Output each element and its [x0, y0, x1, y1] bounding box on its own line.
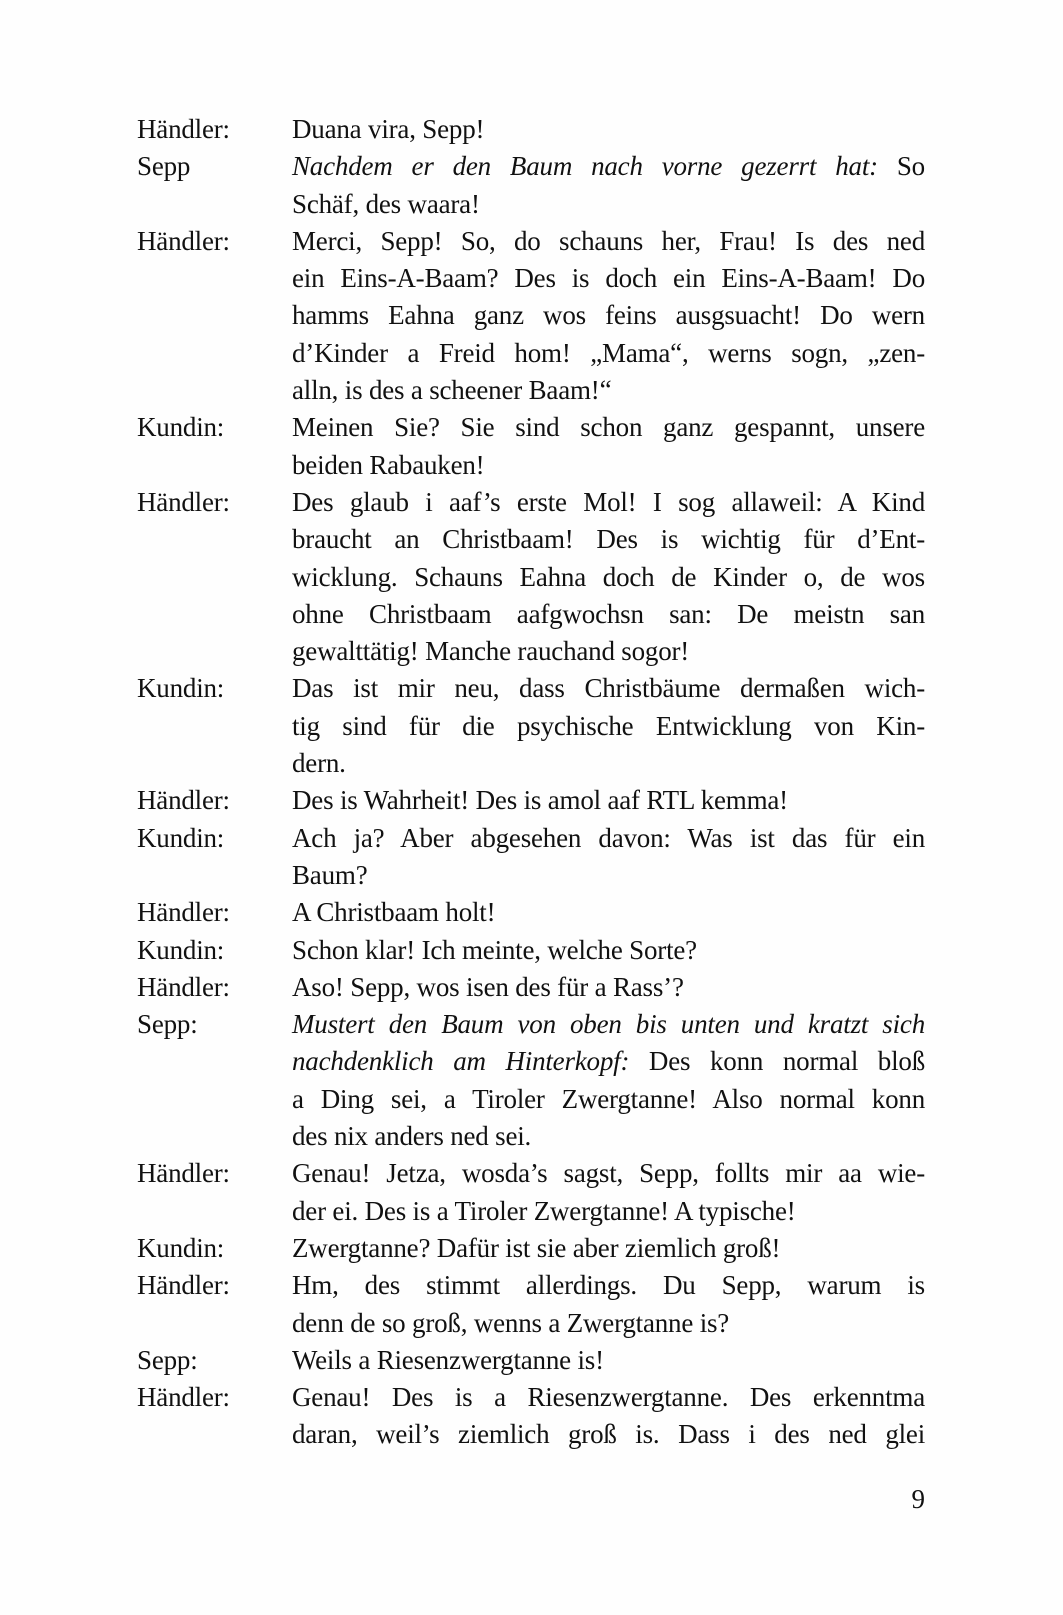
dialogue-text: dern. [292, 748, 346, 779]
speaker-label: Händler: [137, 114, 230, 144]
speaker-label: Kundin: [137, 673, 225, 704]
speaker-label: Sepp [137, 151, 191, 182]
speaker-label: Sepp: [137, 1009, 198, 1040]
dialogue-line [137, 186, 925, 223]
dialogue-line [137, 1081, 925, 1118]
dialogue-line [137, 335, 925, 372]
dialogue-line [137, 633, 925, 670]
dialogue-line [137, 297, 925, 334]
dialogue-line [137, 409, 925, 446]
page-number: 9 [911, 1484, 925, 1514]
speaker-label [137, 335, 292, 372]
dialogue-line [137, 1118, 925, 1155]
dialogue-line [137, 857, 925, 894]
stage-direction: Nachdem er den Baum nach vorne gezerrt hat: [292, 151, 878, 182]
speaker-label [137, 633, 292, 670]
dialogue-text: des nix anders ned sei. [292, 1121, 532, 1152]
speaker-label [137, 1081, 292, 1118]
speaker-label [137, 857, 292, 894]
dialogue-text: der ei. Des is a Tiroler Zwergtanne! A typische! [292, 1195, 796, 1226]
dialogue-text: Des is Wahrheit! Des is amol aaf RTL kemma! [292, 785, 788, 816]
dialogue-line [137, 596, 925, 633]
dialogue-text: A Christbaam holt! [292, 897, 496, 928]
dialogue-line [137, 1305, 925, 1342]
dialogue-text: Duana vira, Sepp! [292, 114, 485, 144]
speaker-label [137, 1193, 292, 1230]
speaker-label [137, 521, 292, 558]
dialogue-text: tig sind für die psychische Entwicklung von Kin- [292, 710, 925, 741]
dialogue-text: daran, weil’s ziemlich groß is. Dass i des ned glei [292, 1419, 925, 1450]
dialogue-text: Nachdem er den Baum nach vorne gezerrt hat: So [292, 151, 925, 182]
dialogue-line [137, 782, 925, 819]
speaker-label [137, 297, 292, 334]
dialogue-text: Baum? [292, 859, 368, 890]
speaker-label [137, 1118, 292, 1155]
speaker-label [137, 708, 292, 745]
dialogue-text: hamms Eahna ganz wos feins ausgsuacht! Do wern [292, 300, 925, 331]
dialogue-line [137, 447, 925, 484]
speaker-label [137, 1416, 292, 1453]
speaker-label [137, 260, 292, 297]
dialogue-line [137, 1267, 925, 1304]
dialogue-text: Schäf, des waara! [292, 188, 480, 219]
speaker-label: Kundin: [137, 412, 225, 443]
dialogue-line [137, 1006, 925, 1043]
dialogue-line [137, 521, 925, 558]
dialogue-text: d’Kinder a Freid hom! „Mama“, werns sogn, „zen- [292, 337, 925, 368]
speaker-label: Händler: [137, 785, 230, 816]
dialogue-line [137, 1193, 925, 1230]
dialogue-text: gewalttätig! Manche rauchand sogor! [292, 636, 690, 667]
dialogue-line [137, 1155, 925, 1192]
speaker-label: Händler: [137, 1270, 230, 1301]
dialogue-line [137, 148, 925, 185]
dialogue-line [137, 1416, 925, 1453]
speaker-label: Sepp: [137, 1344, 198, 1375]
dialogue-text: ein Eins-A-Baam? Des is doch ein Eins-A-Baam! Do [292, 263, 925, 294]
speaker-label: Kundin: [137, 934, 225, 965]
dialogue-text: Weils a Riesenzwergtanne is! [292, 1344, 604, 1375]
dialogue-line [137, 745, 925, 782]
dialogue-line [137, 372, 925, 409]
speaker-label [137, 186, 292, 223]
dialogue-text: alln, is des a scheener Baam!“ [292, 375, 612, 406]
dialogue-line [137, 1342, 925, 1379]
dialogue-text: wicklung. Schauns Eahna doch de Kinder o, de wos [292, 561, 925, 592]
stage-direction: Mustert den Baum von oben bis unten und kratzt sich [292, 1009, 925, 1040]
speaker-label [137, 372, 292, 409]
dialogue-line [137, 932, 925, 969]
dialogue-line [137, 708, 925, 745]
speaker-label [137, 1305, 292, 1342]
dialogue-line [137, 820, 925, 857]
speaker-label: Kundin: [137, 1232, 225, 1263]
dialogue-line [137, 1043, 925, 1080]
dialogue-text: beiden Rabauken! [292, 449, 485, 480]
speaker-label [137, 1043, 292, 1080]
speaker-label: Händler: [137, 897, 230, 928]
speaker-label [137, 447, 292, 484]
dialogue-text: Zwergtanne? Dafür ist sie aber ziemlich groß! [292, 1232, 781, 1263]
speaker-label [137, 745, 292, 782]
dialogue-text [292, 1006, 925, 1043]
speaker-label: Händler: [137, 1382, 230, 1413]
dialogue-text: Genau! Des is a Riesenzwergtanne. Des erkenntma [292, 1382, 925, 1413]
speaker-label: Händler: [137, 971, 230, 1002]
dialogue-text: Ach ja? Aber abgesehen davon: Was ist das für ein [292, 822, 925, 853]
speaker-label: Kundin: [137, 822, 225, 853]
dialogue-text: nachdenklich am Hinterkopf: Des konn normal bloß [292, 1046, 925, 1077]
dialogue-line [137, 111, 925, 148]
dialogue-text: denn de so groß, wenns a Zwergtanne is? [292, 1307, 730, 1338]
speaker-label [137, 559, 292, 596]
speaker-label [137, 596, 292, 633]
dialogue-text: Schon klar! Ich meinte, welche Sorte? [292, 934, 697, 965]
speaker-label: Händler: [137, 1158, 230, 1189]
dialogue-text: Des glaub i aaf’s erste Mol! I sog allaweil: A Kind [292, 486, 925, 517]
dialogue-text: Merci, Sepp! So, do schauns her, Frau! Is des ned [292, 225, 925, 256]
dialogue-text: Das ist mir neu, dass Christbäume dermaßen wich- [292, 673, 925, 704]
speaker-label: Händler: [137, 486, 230, 517]
dialogue-text-block [137, 111, 925, 1454]
dialogue-line [137, 260, 925, 297]
stage-direction: nachdenklich am Hinterkopf: [292, 1046, 630, 1077]
dialogue-text: Aso! Sepp, wos isen des für a Rass’? [292, 971, 684, 1002]
dialogue-line [137, 484, 925, 521]
dialogue-line [137, 559, 925, 596]
dialogue-line [137, 1230, 925, 1267]
dialogue-text: ohne Christbaam aafgwochsn san: De meistn san [292, 598, 925, 629]
dialogue-text: a Ding sei, a Tiroler Zwergtanne! Also normal konn [292, 1083, 925, 1114]
dialogue-line [137, 223, 925, 260]
dialogue-text: Genau! Jetza, wosda’s sagst, Sepp, follts mir aa wie- [292, 1158, 925, 1189]
dialogue-text: Hm, des stimmt allerdings. Du Sepp, warum is [292, 1270, 925, 1301]
dialogue-text: braucht an Christbaam! Des is wichtig für d’Ent- [292, 524, 925, 555]
dialogue-line [137, 894, 925, 931]
dialogue-text: Meinen Sie? Sie sind schon ganz gespannt, unsere [292, 412, 925, 443]
dialogue-line [137, 670, 925, 707]
dialogue-line [137, 969, 925, 1006]
dialogue-line [137, 1379, 925, 1416]
speaker-label: Händler: [137, 225, 230, 256]
